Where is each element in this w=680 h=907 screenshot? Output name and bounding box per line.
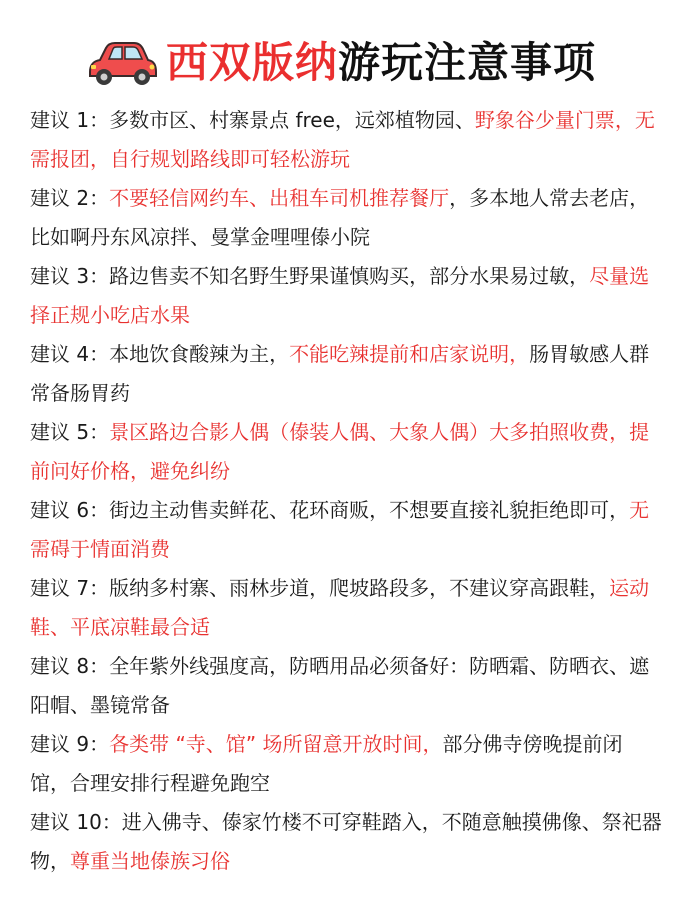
tip-item bbox=[30, 335, 662, 413]
tip-highlight-text: 不要轻信网约车、出租车司机推荐餐厅 bbox=[109, 186, 450, 210]
tip-text: 建议 5： bbox=[30, 420, 110, 444]
tip-highlight-text: 不能吃辣提前和店家说明， bbox=[289, 342, 530, 366]
tip-text: 建议 7：版纳多村寨、雨林步道，爬坡路段多，不建议穿高跟鞋， bbox=[30, 576, 610, 600]
tip-text: 建议 8：全年紫外线强度高，防晒用品必须备好：防晒霜、防晒衣、遮阳帽、墨镜常备 bbox=[30, 654, 650, 717]
tip-text: 建议 6：街边主动售卖鲜花、花环商贩，不想要直接礼貌拒绝即可， bbox=[30, 498, 630, 522]
tip-item bbox=[30, 569, 662, 647]
tip-highlight-text: 无需碍于情面消费 bbox=[30, 498, 650, 561]
tip-text: ，多本地人常去老店，比如啊丹东风凉拌、曼掌金哩哩傣小院 bbox=[30, 186, 650, 249]
tip-text: 建议 10：进入佛寺、傣家竹楼不可穿鞋踏入，不随意触摸佛像、祭祀器物， bbox=[30, 810, 662, 873]
tip-item bbox=[30, 413, 662, 491]
tip-text: 建议 4：本地饮食酸辣为主， bbox=[30, 342, 290, 366]
tip-highlight-text: 各类带 “寺、馆” 场所留意开放时间， bbox=[109, 732, 443, 756]
tip-item bbox=[30, 725, 662, 803]
tip-item bbox=[30, 101, 662, 179]
tip-highlight-text: 尽量选择正规小吃店水果 bbox=[30, 264, 650, 327]
title-rest: 游玩注意事项 bbox=[338, 38, 597, 87]
tip-item bbox=[30, 257, 662, 335]
title-highlight: 西双版纳 bbox=[165, 38, 338, 87]
tip-text: 建议 9： bbox=[30, 732, 110, 756]
tip-text: 建议 2： bbox=[30, 186, 110, 210]
tip-item bbox=[30, 491, 662, 569]
tip-item bbox=[30, 803, 662, 881]
header bbox=[0, 18, 680, 102]
tip-highlight-text: 尊重当地傣族习俗 bbox=[70, 849, 230, 873]
tip-text: 建议 1：多数市区、村寨景点 free，远郊植物园、 bbox=[30, 108, 475, 132]
tip-item bbox=[30, 647, 662, 725]
car-icon bbox=[84, 34, 160, 90]
tip-highlight-text: 运动鞋、平底凉鞋最合适 bbox=[30, 576, 650, 639]
page-title bbox=[166, 30, 596, 90]
tip-text: 肠胃敏感人群常备肠胃药 bbox=[30, 342, 650, 405]
tip-highlight-text: 景区路边合影人偶（傣装人偶、大象人偶）大多拍照收费，提前问好价格，避免纠纷 bbox=[30, 420, 650, 483]
tip-text: 建议 3：路边售卖不知名野生野果谨慎购买，部分水果易过敏， bbox=[30, 264, 590, 288]
tip-item bbox=[30, 179, 662, 257]
tip-text: 部分佛寺傍晚提前闭馆，合理安排行程避免跑空 bbox=[30, 732, 623, 795]
tip-highlight-text: 野象谷少量门票，无需报团，自行规划路线即可轻松游玩 bbox=[30, 108, 655, 171]
tips-list bbox=[30, 101, 662, 881]
